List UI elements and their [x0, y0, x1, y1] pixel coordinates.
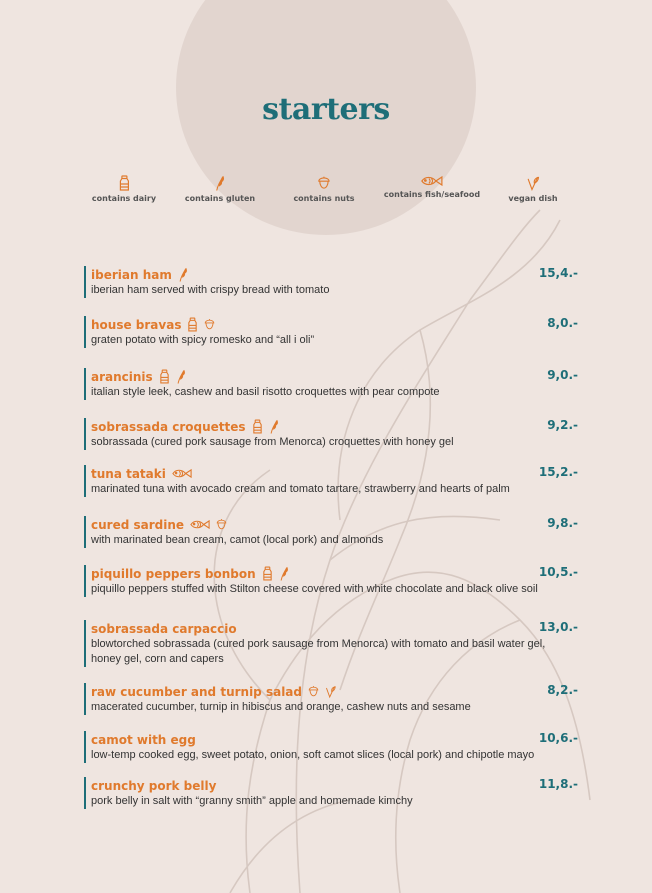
dish-price: 9,8.- [547, 516, 578, 530]
dish-name: sobrassada croquettes [91, 419, 246, 434]
dish-header [91, 316, 581, 333]
legend-gluten [185, 175, 255, 203]
fish-icon [172, 468, 192, 479]
dish-item [84, 565, 581, 597]
nuts-icon [308, 684, 319, 699]
legend-vegan [508, 175, 557, 203]
dish-description: italian style leek, cashew and basil risotto croquettes with pear compote [91, 386, 440, 398]
dish-name: cured sardine [91, 517, 185, 532]
gluten-icon [214, 175, 227, 191]
dish-description: graten potato with spicy romesko and “all i oli” [91, 334, 315, 346]
dairy-icon [262, 566, 273, 581]
nuts-icon [216, 517, 227, 532]
dish-header [91, 418, 581, 435]
dish-price: 10,6.- [538, 731, 578, 745]
dish-name: camot with egg [91, 732, 196, 747]
legend-fish [384, 175, 480, 199]
dish-header [91, 683, 581, 700]
gluten-icon [178, 267, 189, 282]
legend-label: contains nuts [293, 194, 355, 203]
legend-label: vegan dish [508, 194, 558, 203]
nuts-icon [318, 175, 331, 191]
dish-price: 13,0.- [538, 620, 578, 634]
dish-name: sobrassada carpaccio [91, 621, 237, 636]
dish-price: 15,2.- [538, 465, 578, 479]
dish-description: marinated tuna with avocado cream and tomato tartare, strawberry and hearts of palm [91, 483, 510, 495]
dish-item [84, 465, 581, 497]
dish-item [84, 777, 581, 809]
legend-dairy [92, 175, 156, 203]
dish-header [91, 266, 581, 283]
dish-allergen-icons [252, 419, 280, 434]
fish-icon [190, 519, 210, 530]
dish-header [91, 368, 581, 385]
dish-description: with marinated bean cream, camot (local pork) and almonds [91, 534, 384, 546]
dish-description: blowtorched sobrassada (cured pork sausage from Menorca) with tomato and basil water gel, honey gel, corn and capers [91, 638, 546, 665]
dish-allergen-icons [190, 517, 227, 532]
dairy-icon [252, 419, 263, 434]
dish-allergen-icons [178, 267, 189, 282]
dish-item [84, 266, 581, 298]
dairy-icon [187, 317, 198, 332]
vegan-icon [325, 684, 336, 699]
dish-allergen-icons [159, 369, 187, 384]
gluten-icon [279, 566, 290, 581]
legend-label: contains fish/seafood [383, 190, 481, 199]
nuts-icon [204, 317, 215, 332]
dish-name: piquillo peppers bonbon [91, 566, 256, 581]
dish-header [91, 465, 581, 482]
dish-item [84, 418, 581, 450]
gluten-icon [269, 419, 280, 434]
dish-item [84, 683, 581, 715]
dish-price: 8,0.- [547, 316, 578, 330]
dairy-icon [117, 175, 130, 191]
fish-icon [421, 175, 443, 187]
dish-name: house bravas [91, 317, 182, 332]
dish-item [84, 316, 581, 348]
legend-label: contains gluten [184, 194, 256, 203]
dish-header [91, 620, 581, 637]
dish-price: 9,0.- [547, 368, 578, 382]
legend-label: contains dairy [91, 194, 157, 203]
dish-name: raw cucumber and turnip salad [91, 684, 302, 699]
dish-item [84, 368, 581, 400]
dish-description: pork belly in salt with “granny smith” apple and homemade kimchy [91, 795, 413, 807]
dairy-icon [159, 369, 170, 384]
dish-name: iberian ham [91, 267, 172, 282]
legend-nuts [293, 175, 354, 203]
dish-allergen-icons [187, 317, 215, 332]
dish-description: iberian ham served with crispy bread with tomato [91, 284, 330, 296]
dish-price: 8,2.- [547, 683, 578, 697]
dish-allergen-icons [172, 468, 192, 479]
dish-name: arancinis [91, 369, 153, 384]
dish-description: sobrassada (cured pork sausage from Menorca) croquettes with honey gel [91, 436, 454, 448]
dish-price: 11,8.- [538, 777, 578, 791]
dish-name: crunchy pork belly [91, 778, 217, 793]
dish-item [84, 620, 581, 667]
dish-header [91, 777, 581, 794]
dish-allergen-icons [262, 566, 290, 581]
dish-description: low-temp cooked egg, sweet potato, onion, soft camot slices (local pork) and chipotle mayo [91, 749, 535, 761]
dish-item [84, 516, 581, 548]
dish-price: 10,5.- [538, 565, 578, 579]
dish-header [91, 731, 581, 748]
dish-price: 15,4.- [538, 266, 578, 280]
dish-price: 9,2.- [547, 418, 578, 432]
dish-description: macerated cucumber, turnip in hibiscus and orange, cashew nuts and sesame [91, 701, 471, 713]
dish-allergen-icons [308, 684, 336, 699]
gluten-icon [176, 369, 187, 384]
dish-item [84, 731, 581, 763]
page-title: starters [262, 92, 390, 127]
vegan-icon [526, 175, 539, 191]
dish-header [91, 565, 581, 582]
dish-name: tuna tataki [91, 466, 166, 481]
dish-description: piquillo peppers stuffed with Stilton cheese covered with white chocolate and black olive soil [91, 583, 538, 595]
dish-header [91, 516, 581, 533]
